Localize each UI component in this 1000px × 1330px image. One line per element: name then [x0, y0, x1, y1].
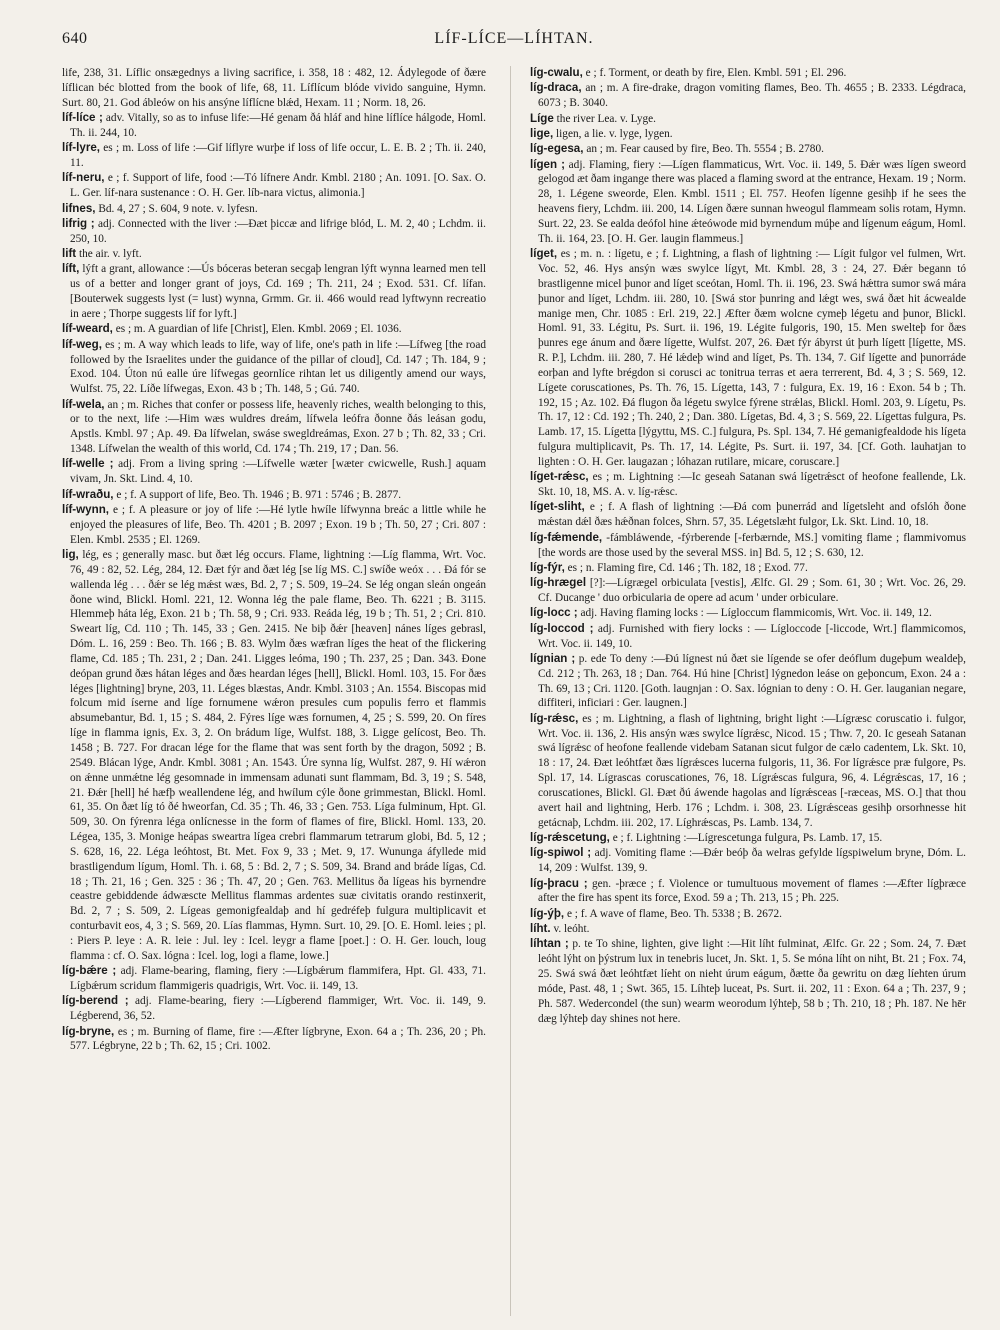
dictionary-entry — [530, 142, 966, 157]
dictionary-entry — [530, 877, 966, 907]
entry-body: e ; f. A support of life, Beo. Th. 1946 ; B. 971 : 5746 ; B. 2877. — [116, 488, 402, 501]
entry-headword: líf-lyre, — [62, 141, 101, 155]
dictionary-entry — [530, 652, 966, 711]
entry-body: ligen, a lie. v. lyge, lygen. — [556, 127, 673, 140]
dictionary-entry — [530, 127, 966, 142]
entry-body: p. te To shine, lighten, give light :—Hit líht fulminat, Ælfc. Gr. 22 ; Som. 24, 7. Ðæt leóht lýht on þýstrum lux in tenebris lucet, Jn. Skt. 1, 5. Se móna líht on niht, Bt. 21 ; Fox. 74, 25. Swá swá ðæt leóhtfæt líeht on nieht úrum eágum, ðætte ða gewritu on dæg líehten úrum móde, Past. 48, 1 ; Swt. 365, 15. Líhteþ luceat, Ps. Surt. ii. 202, 11 : Exon. 64 a ; Th. 237, 9 ; Ph. 587. Wedercondel (the sun) wearm weorodum lýhteþ, 58 b ; Th. 210, 18 ; Ph. 187. Ne hēr dæg lýhteþ day shines not here. — [538, 938, 966, 1025]
entry-body: Bd. 4, 27 ; S. 604, 9 note. v. lyfesn. — [98, 202, 258, 215]
entry-body: es ; m. Lightning :—Ic geseah Satanan swá lígetrǽsct of heofone feallende, Lk. Skt. 10, 18, MS. A. v. líg-rǽsc. — [538, 471, 966, 499]
entry-headword: líg-berend ; — [62, 994, 129, 1008]
entry-headword: lifnes, — [62, 201, 96, 215]
entry-headword: líf-wraðu, — [62, 487, 114, 501]
dictionary-entry — [530, 158, 966, 247]
dictionary-entry — [530, 907, 966, 922]
left-column — [62, 66, 486, 1316]
entry-headword: líg-egesa, — [530, 142, 584, 156]
dictionary-entry — [62, 217, 486, 247]
column-divider — [510, 66, 511, 1316]
entry-headword: líg-locc ; — [530, 606, 578, 620]
entry-body: lýft a grant, allowance :—Ús bóceras beteran secgaþ lengran lýft wynna learned men tell us of a better and longer grant of joys, Cd. 169 ; Th. 211, 24 ; Exod. 531. Cf. lífan. [Bouterwek suggests lyst (= lust) wynna, Grmm. Gr. ii. 466 would read lyftwynn recreatio in aere ; Thorpe suggests líf for lyft.] — [70, 263, 486, 320]
dictionary-entry — [62, 66, 486, 111]
entry-body: e ; f. Lightning :—Lígrescetunga fulgura, Ps. Lamb. 17, 15. — [612, 832, 883, 845]
entry-body: adj. Furnished with fiery locks : — Lígloccode [-liccode, Wrt.] flammicomos, Wrt. Voc. ii. 149, 10. — [538, 622, 966, 650]
entry-body: e ; f. A flash of lightning :—Ðá com þunerrád and lígetsleht and ofslóh ðone mǽstan dǽl ðæs hǽðnan folces, Shrn. 57, 35. Légetslæht fulgor, Lk. Skt. Lind. 10, 18. — [538, 501, 966, 529]
entry-body: life, 238, 31. Líflic onsægednys a living sacrifice, i. 358, 18 : 482, 12. Ádylegode of ðære líflican béc blotted from the book of life, 68, 11. Líflícum blóde vivido sanguine, Hymn. Surt. 80, 21. God ábleów on his ansýne líflícne blǽd, Hexam. 11 ; Norm. 18, 26. — [62, 67, 486, 109]
entry-body: es ; m. Burning of flame, fire :—Æfter lígbryne, Exon. 64 a ; Th. 236, 20 ; Ph. 577. Légbryne, 22 b ; Th. 62, 15 ; Cri. 1002. — [70, 1025, 486, 1053]
dictionary-entry — [62, 141, 486, 171]
entry-headword: líget, — [530, 247, 558, 261]
entry-body: p. ede To deny :—Ðú lígnest nú ðæt sie lígende se ofer deóflum dugeþum wealdeþ, Cd. 212 ; Th. 263, 18 ; Dan. 764. Hú hine [Christ] lýgnedon leáse on geþoncum, Exon. 24 a : Th. 69, 13 ; Cri. 1120. [Goth. laugnjan : O. Sax. lógnian to deny : O. H. Ger. lauganian negare, diffiteri, inficiari : Ger. laugnen.] — [538, 652, 966, 710]
dictionary-entry — [530, 922, 966, 937]
entry-body: adj. Flaming, fiery :—Lígen flammaticus, Wrt. Voc. ii. 149, 5. Ðǽr wæs lígen sweord gelogod æt ðam ingange there was placed a flaming sword at the entrance, Hexam. 19 ; Norm. 28, 1. Légene sweorde, Elen. Kmbl. 1511 ; El. 757. Heofen lígenne gesihþ if he sees the heavens fiery, Lchdm. iii. 200, 14. Lígen ðære sunnan hweogul flammeam solis rotam, Hymn. Surt. 22, 23. Se ealda deófol hine ǽteówode mid byrnendum múþe and lígenum eágum, Homl. Th. ii. 164, 23. [O. H. Ger. laugin flammeus.] — [538, 158, 966, 245]
entry-body: e ; f. Torment, or death by fire, Elen. Kmbl. 591 ; El. 296. — [585, 67, 847, 79]
entry-body: lég, es ; generally masc. but ðæt lég occurs. Flame, lightning :—Líg flamma, Wrt. Voc. 76, 49 : 82, 52. Lég, 284, 12. Ðæt fýr and ðæt lég [se líg MS. C.] swíðe weóx . . . Ðá fór se wallenda lég . . . ðǽr se lég mǽst wæs, Bd. 2, 7 ; S. 509, 19–24. Se lég ongan sleán ongeán ðone wind, Blickl. Homl. 221, 12. Wonna lég the pale flame, Beo. Th. 6221 ; B. 3115. Hlemmeþ háta lég, Exon. 21 b ; Th. 58, 9 ; Cri. 933. Reáda lég, 19 b ; Th. 51, 2 ; Cri. 810. Sweart líg, Cd. 110 ; Th. 145, 33 ; Gen. 2415. Ne biþ ðǽr [heaven] nánes líges gebrasl, Dóm. L. 16, 259 : Beo. Th. 166 ; B. 83. Wylm ðæs wæfran líges the heat of the flickering flame, Cd. 185 ; Th. 231, 2 ; Dan. 241. Ligges leóma, 190 ; Th. 237, 25 ; Dan. 343. Ðone deópan grund ðæs hátan léges and ðæs heardan léges [hell], Blickl. Homl. 103, 15. For ðæs léges [lightning] bryne, 203, 11. Léges blæstas, Andr. Kmbl. 3103 ; An. 1554. Biscopas mid folcum mid íserne and líge fornumene wǽron presules cum populis ferro et flammis absumebantur, Bd. 1, 15 ; S. 484, 2. Fýres líge wæs fornumen, 4, 25 ; S. 599, 20. On fíres líge in flamma ignis, Ex. 3, 2. On brádum líge, Wulfst. 188, 3. Ligge gelícost, Beo. Th. 1458 ; B. 727. For dracan lége for the flame that was sent forth by the dragon, 5092 ; B. 2549. Blácan lýge, Andr. Kmbl. 3081 ; An. 1543. Úre synna líg, Wulfst. 287, 9. Hí wǽron on ǽnne unmǽtne lég gesomnade in immensam adunati sunt flammam, Bd. 3, 19 ; S. 548, 21. Ðǽr [hell] hé hæfþ weallendene lég, and hwílum cýle ðone grimmestan, Blickl. Homl. 61, 35. On ðæt líg tó ðé hweorfan, Cd. 35 ; Th. 46, 33 ; Gen. 753. Líga fulminum, Hpt. Gl. 509, 30. On fýrenra léga onlícnesse in the form of flames of fire, Blickl. Homl. 133, 20. Légea, 135, 3. Monige heápas sweartra lígea crebri flammarum tetrarum globi, Bd. 5, 12 ; S. 628, 16, 22. Léga leóhtost, Bt. Met. Fox 9, 33 ; Met. 9, 17. Wununga áfyllede mid brastligendum lígum, Homl. Th. i. 68, 5 : Bd. 2, 7 ; S. 509, 34. Brand and bráde lígas, Cd. 18 ; Th. 21, 16 ; Gen. 325 : 36 ; Th. 47, 20 ; Gen. 763. Mellitus ða lígeas his byrnendre ceastre gebiddende ádwæscte Mellitus flammas ardentes suæ civitatis orando restinxerit, Bd. 2, 7 ; S. 509, 2. Lígeas gemonigfealdaþ and hí gedréfeþ fulgura multiplicavit et conturbavit eos, 4, 3 ; S. 569, 20. Lías flammas, Hymn. Surt. 10, 29. [O. E. Homl. leies ; pl. : Piers P. leye : A. R. leie : Jul. ley : Icel. leygr a flame [poet.] : O. H. Ger. louch, loug flamma : cf. O. Sax. lógna : Icel. log, logi a flame, lowe.] — [70, 549, 486, 962]
entry-body: adj. Flame-bearing, fiery :—Lígberend flammiger, Wrt. Voc. ii. 149, 9. Légberend, 36, 52. — [70, 995, 486, 1023]
entry-headword: líf-líce ; — [62, 111, 103, 125]
entry-headword: líg-bryne, — [62, 1024, 115, 1038]
entry-headword: líhtan ; — [530, 937, 569, 951]
entry-headword: líf-neru, — [62, 171, 105, 185]
entry-headword: líg-spiwol ; — [530, 846, 592, 860]
entry-body: es ; m. n. : lígetu, e ; f. Lightning, a flash of lightning :— Lígit fulgor vel fulmen, Wrt. Voc. 52, 46. Hys ansýn wæs swylce lígyt, Mt. Kmbl. 28, 3 : 24, 27. Ðǽr begann tó brastligenne micel þunor and líget sceótan, Homl. Th. ii. 196, 23. Swá hǽttra sumor swá mára þunor and líget, Lchdm. iii. 280, 10. [Swá stor þunring and lǽgt wes, swá ðæt hit ácwealde manige men, Chr. 1085 : Erl. 219, 22.] Æfter ðæm wolcne cymeþ légetu and þunor, Blickl. Homl. 91, 33. Légitu, Ps. Surt. ii. 196, 19. Légite fulgoris, 190, 15. Men swelteþ for ðæs þunres ege ánum and ðære lígette, Wulfst. 207, 26. Ðæt fýr ábyrst út þurh lígett [lígette, MS. R. P.], Lchdm. iii. 280, 7. Hé lǽdeþ wind and líget, Ps. Th. 134, 7. Gif lígette and þunorráde eorþan and lyfte brégdon si corusci ac tonitrua terras et aera terrerent, Bd. 4, 3 ; S. 569, 12. Lígete coruscationes, Ps. Th. 76, 15. Lígetta, 143, 7 : fulgura, Ex. 19, 16 : Exon. 54 b ; Th. 192, 15 ; Az. 102. Ðá flugon ða légetu swylce fýrene strǽlas, Blickl. Homl. 203, 9. Lígetu, Ps. Th. 17, 12 : Cd. 192 ; Th. 240, 2 ; Dan. 380. Lígetas, Bd. 4, 3 ; S. 569, 22. Lígettas fulgura, Ps. Lamb. 17, 15. Lígetta [lýgyttu, MS. C.] fulgura, Ps. Spl. 134, 7. Hé gemanigfealdode his lígeta fulgura multiplicavit, Ps. Th. 17, 14. Légite, Ps. Surt. ii. 197, 34. [Cf. Goth. lauhatjan to lighten : O. H. Ger. laugazan ; lóhazan rutilare, micare, coruscare.] — [538, 248, 966, 468]
entry-body: e ; f. A pleasure or joy of life :—Hé lytle hwíle lífwynna breác a little while he enjoyed the pleasures of life, Beo. Th. 4201 ; B. 2097 ; Exon. 19 b ; Th. 50, 27 ; Cri. 807 : Elen. Kmbl. 2535 ; El. 1269. — [70, 503, 486, 546]
entry-headword: Líge — [530, 111, 554, 125]
entry-body: -fámbláwende, -fýrberende [-ferbærnde, MS.] vomiting flame ; flammivomus [the words are those used by the several MSS. in] Bd. 5, 12 ; S. 630, 12. — [538, 531, 966, 559]
running-head: LÍF-LÍCE—LÍHTAN. — [434, 30, 594, 47]
entry-headword: lig, — [62, 548, 79, 561]
entry-body: adj. Vomiting flame :—Ðǽr beóþ ða welras gefylde lígspiwelum bryne, Dóm. L. 14, 209 : Wulfst. 139, 9. — [538, 847, 966, 875]
entry-body: adj. From a living spring :—Lífwelle wæter [wæter cwicwelle, Rush.] aquam vivam, Jn. Skt. Lind. 4, 10. — [70, 458, 486, 486]
entry-body: an ; m. Riches that confer or possess life, heavenly riches, wealth belonging to this, or to the next, life :—Him wæs wuldres dreám, lífwela leófra ðonne ðás leásan godu, Apstls. Kmbl. 97 ; Ap. 49. Ða lífwelan, swáse swegldreámas, Exon. 27 b ; Th. 82, 33 ; Cri. 1348. Lífwelan the wealth of this world, Cd. 174 ; Th. 219, 17 ; Dan. 56. — [70, 398, 486, 456]
dictionary-entry — [530, 606, 966, 621]
dictionary-entry — [62, 111, 486, 141]
entry-headword: líf-weg, — [62, 337, 102, 351]
entry-body: an ; m. Fear caused by fire, Beo. Th. 5554 ; B. 2780. — [586, 143, 824, 156]
entry-body: adj. Flame-bearing, flaming, fiery :—Lígbǽrum flammifera, Hpt. Gl. 433, 71. Lígbǽrum scridum flammigeris quadrigis, Wrt. Voc. ii. 149, 13. — [70, 965, 486, 992]
entry-headword: lifrig ; — [62, 216, 95, 230]
entry-body: es ; n. Flaming fire, Cd. 146 ; Th. 182, 18 ; Exod. 77. — [567, 561, 808, 574]
dictionary-entry — [62, 171, 486, 201]
entry-body: e ; f. Support of life, food :—Tó lífnere Andr. Kmbl. 2180 ; An. 1091. [O. Sax. O. L. Ger. líf-nara sustenance : O. H. Ger. líb-nara victus, alimonia.] — [70, 172, 486, 200]
entry-body: adj. Connected with the liver :—Ðæt þiccæ and lifrige blód, L. M. 2, 40 ; Lchdm. ii. 250, 10. — [70, 217, 486, 245]
entry-body: es ; m. A guardian of life [Christ], Elen. Kmbl. 2069 ; El. 1036. — [115, 323, 402, 336]
dictionary-entry — [62, 202, 486, 217]
dictionary-entry — [530, 112, 966, 127]
entry-headword: líht. — [530, 922, 551, 936]
entry-headword: líf-wynn, — [62, 502, 110, 516]
entry-headword: líg-rǽscetung, — [530, 831, 610, 845]
dictionary-entry — [62, 247, 486, 262]
dictionary-entry — [62, 262, 486, 321]
dictionary-entry — [530, 470, 966, 500]
entry-headword: lígen ; — [530, 157, 565, 171]
entry-headword: lift — [62, 247, 77, 261]
entry-body: e ; f. A wave of flame, Beo. Th. 5338 ; B. 2672. — [566, 907, 782, 920]
entry-headword: líg-fǽmende, — [530, 530, 603, 544]
dictionary-entry — [530, 500, 966, 530]
entry-headword: líg-bǽre ; — [62, 964, 117, 978]
dictionary-entry — [530, 81, 966, 111]
dictionary-entry — [62, 457, 486, 487]
entry-headword: líf-welle ; — [62, 457, 114, 471]
dictionary-entry — [530, 531, 966, 561]
entry-headword: líget-sliht, — [530, 500, 585, 514]
entry-body: es ; m. Loss of life :—Gif líflyre wurþe if loss of life occur, L. E. B. 2 ; Th. ii. 240, 11. — [70, 142, 486, 170]
dictionary-entry — [62, 503, 486, 548]
entry-body: [?]:—Lígrægel orbiculata [vestis], Ælfc. Gl. 29 ; Som. 61, 30 ; Wrt. Voc. 26, 29. Cf. Ducange ' duo orbicularia de opere ad acum ' under orbiculare. — [538, 577, 966, 605]
dictionary-entry — [530, 576, 966, 606]
page-number: 640 — [62, 30, 88, 47]
dictionary-entry — [62, 964, 486, 994]
dictionary-entry — [530, 846, 966, 876]
dictionary-entry — [530, 831, 966, 846]
entry-headword: líf-wela, — [62, 397, 105, 411]
dictionary-entry — [530, 561, 966, 576]
entry-body: an ; m. A fire-drake, dragon vomiting flames, Beo. Th. 4655 ; B. 2333. Légdraca, 6073 ; B. 3040. — [538, 82, 966, 110]
page-header — [62, 30, 966, 56]
entry-headword: líft, — [62, 262, 80, 276]
entry-body: adj. Having flaming locks : — Lígloccum flammicomis, Wrt. Voc. ii. 149, 12. — [580, 607, 932, 620]
entry-headword: líg-ýþ, — [530, 906, 565, 920]
entry-headword: lígnian ; — [530, 651, 576, 665]
dictionary-entry — [62, 994, 486, 1024]
dictionary-entry — [62, 322, 486, 337]
dictionary-entry — [62, 398, 486, 457]
dictionary-entry — [62, 548, 486, 964]
entry-headword: líg-draca, — [530, 81, 582, 95]
entry-body: the air. v. lyft. — [79, 248, 142, 261]
entry-headword: líg-rǽsc, — [530, 711, 579, 725]
entry-body: gen. -þræce ; f. Violence or tumultuous movement of flames :—Æfter lígþræce after the fire has spent its force, Exod. 59 a ; Th. 213, 15 ; Ph. 225. — [538, 877, 966, 905]
right-column — [530, 66, 966, 1316]
dictionary-entry — [530, 937, 966, 1026]
entry-body: adv. Vitally, so as to infuse life:—Hé genam ðá hláf and hine líflíce hálgode, Homl. Th. ii. 244, 10. — [70, 112, 486, 139]
entry-headword: líg-fýr, — [530, 560, 565, 574]
entry-headword: líg-hrægel — [530, 576, 587, 590]
entry-body: the river Lea. v. Lyge. — [556, 112, 656, 125]
entry-body: es ; m. Lightning, a flash of lightning, bright light :—Lígræsc coruscatio i. fulgor, Wrt. Voc. ii. 136, 2. His ansýn wæs swylce lígrǽsc, Nicod. 15 ; Thw. 7, 20. Ic geseah Satanan swá lígrǽsc of heofone feallende videbam Satanan sicut fulgor de cælo cadentem, Lk. Skt. 10, 18 : 17, 24. Ðæt leóhtfæt ðæs lígrǽsces lucerna fulgoris, 11, 36. For lígrǽsce præ fulgore, Ps. Spl. 17, 14. Lígrascas coruscationes, 76, 18. Lígrǽscas fulgura, 96, 4. Légrǽscas, 17, 16 ; coruscationes, Blickl. Gl. Ðæt ðú áwende hagolas and lígrǽsceas [-ræceas, MS. O.] that thou avert hail and lightning, Herb. 176 ; Lchdm. i. 308, 23. Lígrǽsceas gesihþ orsorhnesse hit getácnaþ, Lchdm. iii. 202, 17. Líghrǽscas, Ps. Lamb. 134, 7. — [538, 712, 966, 829]
entry-body: es ; m. A way which leads to life, way of life, one's path in life :—Lífweg [the road followed by the Israelites under the guidance of the pillar of cloud], Cd. 147 ; Th. 184, 9 ; Exod. 104. Úton nú ealle úre lífwegas geornlíce rihtan let us diligently amend our ways, Wulfst. 75, 22. Líðe lífwegas, Exon. 43 b ; Th. 148, 5 ; Gú. 740. — [70, 338, 486, 396]
dictionary-entry — [530, 247, 966, 470]
entry-headword: líg-þracu ; — [530, 876, 588, 890]
dictionary-entry — [530, 622, 966, 652]
entry-headword: lige, — [530, 126, 554, 140]
dictionary-entry — [530, 66, 966, 81]
dictionary-entry — [62, 488, 486, 503]
entry-headword: líg-cwalu, — [530, 66, 583, 79]
dictionary-entry — [62, 338, 486, 397]
entry-headword: líg-loccod ; — [530, 621, 594, 635]
entry-headword: líf-weard, — [62, 322, 113, 336]
entry-body: v. leóht. — [553, 923, 590, 936]
dictionary-entry — [62, 1025, 486, 1055]
dictionary-entry — [530, 712, 966, 831]
entry-headword: líget-rǽsc, — [530, 470, 589, 484]
